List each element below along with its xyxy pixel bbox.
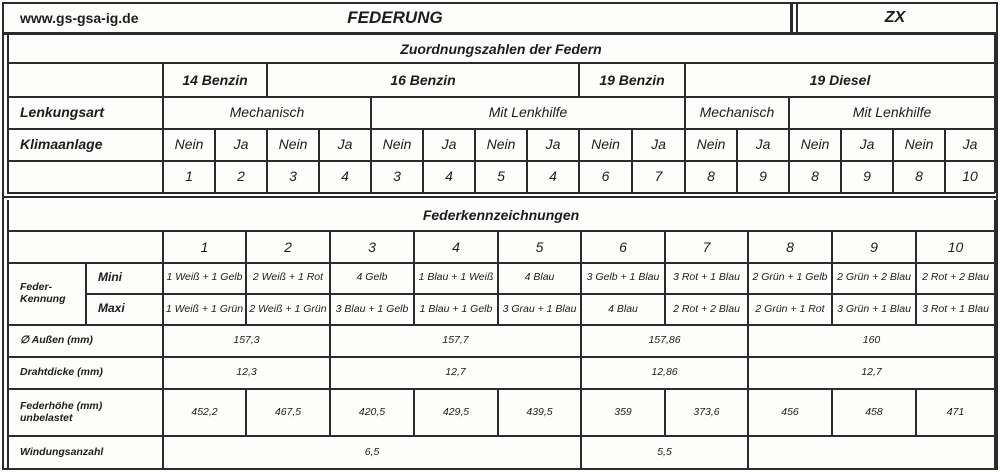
column-number: 8 [786,238,794,255]
row-label-lenkungsart: Lenkungsart [20,103,105,120]
wire-thickness: 12,7 [861,366,882,379]
klima-cell: Nein [591,135,620,152]
zuordnung-number: 1 [185,167,193,184]
zuordnung-number: 8 [811,167,819,184]
klima-cell: Ja [755,135,771,152]
column-number: 10 [947,238,964,255]
mini-color-code: 2 Weiß + 1 Rot [252,271,324,284]
model-name: ZX [884,8,906,26]
zuordnung-number: 8 [915,167,923,184]
engine-header: 14 Benzin [182,71,248,88]
row-label-federhoehe [8,389,163,435]
spring-height: 359 [614,405,632,418]
outer-diameter: 157,86 [648,334,681,347]
zuordnung-number: 8 [707,167,715,184]
zuordnung-number: 2 [237,167,245,184]
zuordnung-number: 6 [601,167,610,184]
mini-color-code: 1 Blau + 1 Weiß [418,271,494,284]
website-url: www.gs-gsa-ig.de [20,9,139,26]
row-label-drahtdicke: Drahtdicke (mm) [20,366,103,379]
zuordnung-number: 10 [962,167,978,184]
mini-color-code: 4 Blau [524,271,555,284]
klima-cell: Ja [337,135,353,152]
klima-cell: Nein [278,135,308,152]
wire-thickness: 12,86 [651,366,678,379]
row-label-maxi: Maxi [98,301,125,316]
coil-count: 5,5 [657,445,672,458]
steering-type: Mit Lenkhilfe [488,103,568,120]
wire-thickness: 12,3 [236,366,257,379]
maxi-color-code: 2 Weiß + 1 Grün [249,302,327,315]
spring-height: 429,5 [442,405,470,418]
section-title-kennzeichnung: Federkennzeichnungen [422,206,580,223]
spring-height: 471 [946,405,965,418]
mini-color-code: 2 Grün + 1 Gelb [752,271,828,284]
mini-color-code: 3 Rot + 1 Blau [673,271,740,284]
klima-cell: Ja [441,135,457,152]
column-number: 1 [200,238,209,255]
klima-cell: Nein [904,135,934,152]
row-label-klimaanlage: Klimaanlage [20,135,103,152]
klima-cell: Ja [651,135,666,152]
feder-kennung-label-line1: Feder- [20,280,53,293]
column-number: 3 [368,238,376,255]
federhoehe-label-line2: unbelastet [20,412,73,424]
maxi-color-code: 3 Blau + 1 Gelb [335,302,409,315]
row-label-feder-kennung [8,262,86,324]
section-title-zuordnung: Zuordnungszahlen der Federn [400,40,602,57]
klima-cell: Ja [233,135,249,152]
zuordnung-number: 9 [863,167,871,184]
klima-cell: Ja [859,135,875,152]
row-label-windungsanzahl: Windungsanzahl [20,445,104,458]
klima-cell: Ja [545,135,561,152]
column-number: 7 [702,238,711,255]
klima-cell: Nein [486,135,516,152]
klima-cell: Nein [382,135,412,152]
column-number: 2 [284,238,292,255]
klima-cell: Nein [800,135,830,152]
page-title: FEDERUNG [347,8,443,28]
row-label-aussen: ∅ Außen (mm) [20,334,93,347]
zuordnung-number: 5 [497,167,505,184]
outer-diameter: 160 [862,334,881,347]
steering-type: Mit Lenkhilfe [852,103,932,120]
klima-cell: Nein [174,135,204,152]
coil-count: 6,5 [364,445,380,458]
spring-height: 458 [865,405,883,418]
outer-diameter: 157,7 [442,334,469,347]
zuordnung-number: 4 [445,167,453,184]
klima-cell: Ja [962,135,978,152]
mini-color-code: 3 Gelb + 1 Blau [586,271,660,284]
column-number: 6 [619,238,627,255]
wire-thickness: 12,7 [445,366,466,379]
maxi-color-code: 1 Blau + 1 Gelb [419,302,493,315]
feder-kennung-label-line2: Kennung [20,293,66,305]
spring-height: 373,6 [693,405,720,418]
maxi-color-code: 2 Grün + 1 Rot [755,302,825,315]
row-label-mini: Mini [98,269,122,284]
column-number: 9 [870,238,878,255]
mini-color-code: 2 Rot + 2 Blau [922,271,989,284]
engine-header: 16 Benzin [390,71,456,88]
spring-height: 452,2 [191,405,218,418]
zuordnung-number: 9 [759,167,767,184]
spring-height: 439,5 [526,405,553,418]
maxi-color-code: 2 Rot + 2 Blau [673,302,740,315]
steering-type: Mechanisch [699,103,775,120]
mini-color-code: 1 Weiß + 1 Gelb [166,271,243,284]
klima-cell: Nein [696,135,726,152]
mini-color-code: 4 Gelb [356,271,388,284]
spring-height: 456 [781,405,799,418]
zuordnung-number: 3 [393,167,401,184]
federhoehe-label-line1: Federhöhe (mm) [20,399,103,412]
engine-header: 19 Diesel [809,71,871,88]
spring-height: 467,5 [274,405,302,418]
column-number: 4 [452,238,460,255]
zuordnung-number: 4 [549,167,557,184]
maxi-color-code: 1 Weiß + 1 Grün [165,302,244,315]
maxi-color-code: 3 Grau + 1 Blau [502,302,577,315]
zuordnung-number: 4 [341,167,349,184]
zuordnung-number: 3 [289,167,297,184]
zuordnung-number: 7 [654,167,663,184]
steering-type: Mechanisch [229,103,305,120]
mini-color-code: 2 Grün + 2 Blau [837,271,911,284]
engine-header: 19 Benzin [599,71,665,88]
spring-height: 420,5 [358,405,386,418]
column-number: 5 [535,238,544,255]
maxi-color-code: 3 Grün + 1 Blau [837,302,911,315]
outer-diameter: 157,3 [233,334,260,347]
maxi-color-code: 3 Rot + 1 Blau [922,302,989,315]
maxi-color-code: 4 Blau [608,302,638,315]
